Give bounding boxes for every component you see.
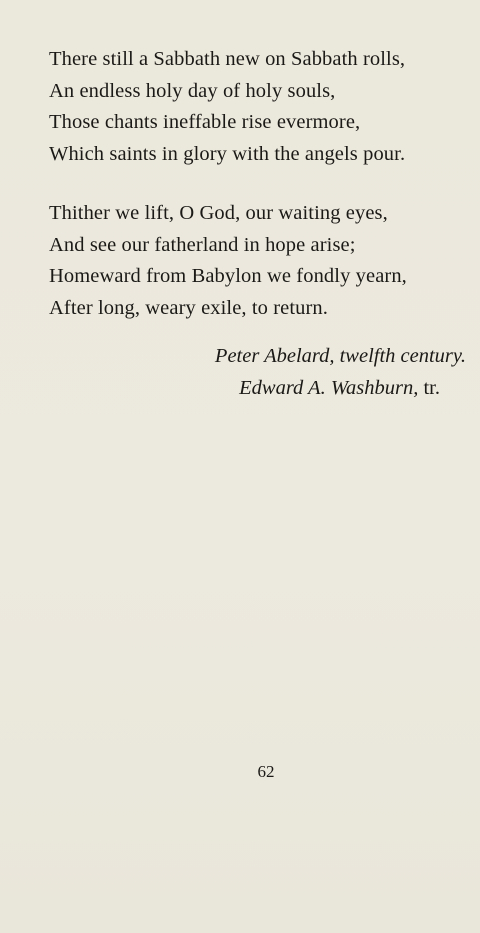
- poem-line: Those chants ineffable rise evermore,: [49, 111, 361, 134]
- translator-suffix: tr.: [418, 377, 440, 399]
- poem-line: After long, weary exile, to return.: [49, 297, 329, 320]
- poem-line: An endless holy day of holy souls,: [49, 79, 336, 102]
- page-number: 62: [257, 762, 275, 781]
- attribution: [26, 340, 466, 404]
- poem-line: Thither we lift, O God, our waiting eyes,: [49, 202, 388, 224]
- translator-name: Edward A. Washburn,: [239, 377, 419, 399]
- translator-credit: [26, 372, 466, 404]
- author-credit: Peter Abelard, twelfth century.: [214, 345, 466, 367]
- stanza-2: [49, 198, 469, 325]
- poem-line: Homeward from Babylon we fondly yearn,: [49, 265, 407, 288]
- poem-line: There still a Sabbath new on Sabbath rolls,: [49, 48, 406, 70]
- poem-line: And see our fatherland in hope arise;: [49, 233, 356, 256]
- poem-line: Which saints in glory with the angels pour.: [49, 143, 406, 166]
- stanza-1: [49, 44, 469, 171]
